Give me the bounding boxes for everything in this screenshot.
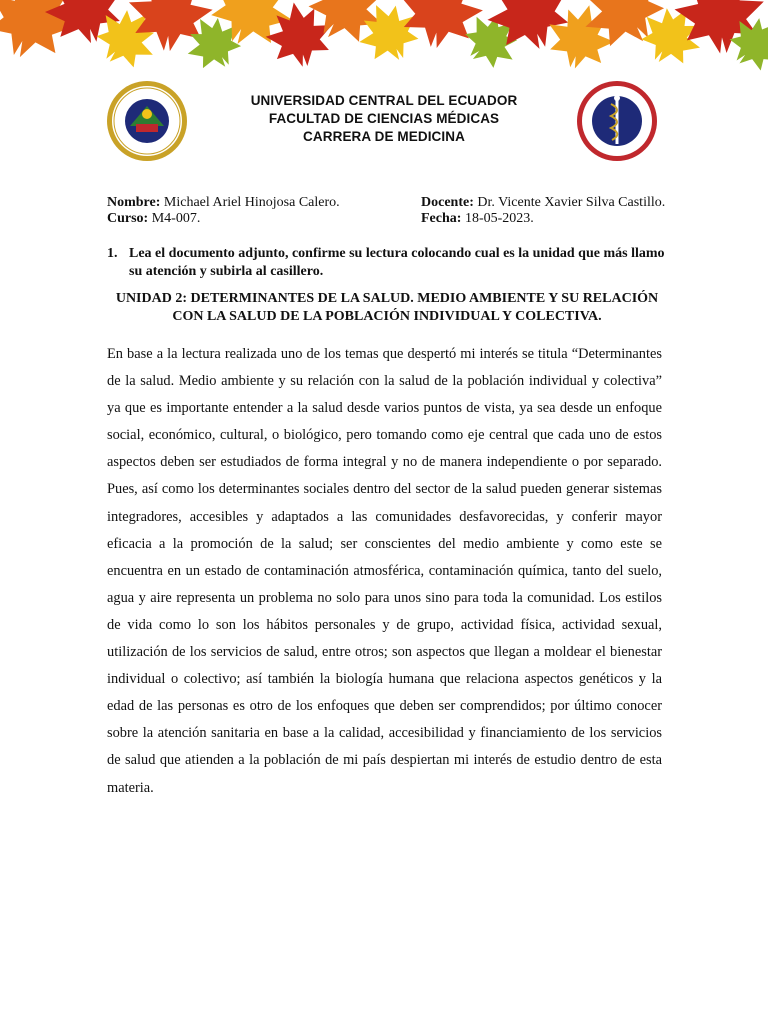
unit-title: UNIDAD 2: DETERMINANTES DE LA SALUD. MEDIO AMBIENTE Y SU RELACIÓN CON LA SALUD DE LA POBLACIÓN INDIVIDUAL Y COLECTIVA. (115, 291, 659, 324)
faculty-seal-right (576, 80, 658, 162)
university-seal-left (106, 80, 188, 162)
university-name: UNIVERSIDAD CENTRAL DEL ECUADOR (250, 93, 518, 108)
docente-value: Dr. Vicente Xavier Silva Castillo. (473, 195, 666, 210)
leaf-cluster (0, 0, 768, 82)
curso-label: Curso: (107, 211, 149, 226)
question-text: Lea el documento adjunto, confirme su lectura colocando cual es la unidad que más llamo su atención y subirla al casillero. (129, 246, 665, 279)
docente-label: Docente: (421, 195, 474, 210)
curso-value: M4-007. (148, 211, 201, 226)
course (107, 211, 200, 227)
autumn-leaves-banner (0, 0, 768, 90)
nombre-value: Michael Ariel Hinojosa Calero. (160, 195, 340, 210)
question-item (107, 245, 667, 281)
nombre-label: Nombre: (107, 195, 161, 210)
date (421, 211, 534, 227)
fecha-value: 18-05-2023. (461, 211, 534, 226)
body-paragraph: En base a la lectura realizada uno de los temas que despertó mi interés se titula “Determinantes de la salud. Medio ambiente y su relación con la salud de la población individual y colectiva” ya que es importante entender a la salud desde varios puntos de vista, ya sea desde un enfoque social, económico, cultural, o biológico, pero tomando como eje central que cada uno de estos aspectos deben ser estudiados de forma integral y no de manera independiente o por separado. Pues, así como los determinantes sociales dentro del sector de la salud pueden generar sistemas integradores, accesibles y adaptados a las comunidades desfavorecidas, y conferir mayor eficacia a la promoción de la salud; ser conscientes del medio ambiente y como este se encuentra en un estado de contaminación atmosférica, contaminación química, tanto del suelo, agua y aire representa un problema no solo para unos sino para toda la comunidad. Los estilos de vida como lo son los hábitos personales y de grupo, actividad física, actividad sexual, utilización de los servicios de salud, entre otros; son aspectos que llegan a moldear el bienestar individual o colectivo; así también la biología humana que relaciona aspectos genéticos y la edad de las personas es otro de los enfoques que deben ser comprendidos; por último conocer sobre la atención sanitaria en base a la calidad, accesibilidad y financiamiento de los servicios de salud que atienden a la población de mi país despiertan mi interés de estudio dentro de esta materia. (107, 346, 662, 796)
fecha-label: Fecha: (421, 211, 462, 226)
teacher (421, 195, 665, 211)
faculty-name: FACULTAD DE CIENCIAS MÉDICAS (268, 111, 500, 126)
career-name: CARRERA DE MEDICINA (303, 129, 465, 144)
question-number: 1. (107, 246, 118, 261)
student-name (107, 195, 340, 211)
